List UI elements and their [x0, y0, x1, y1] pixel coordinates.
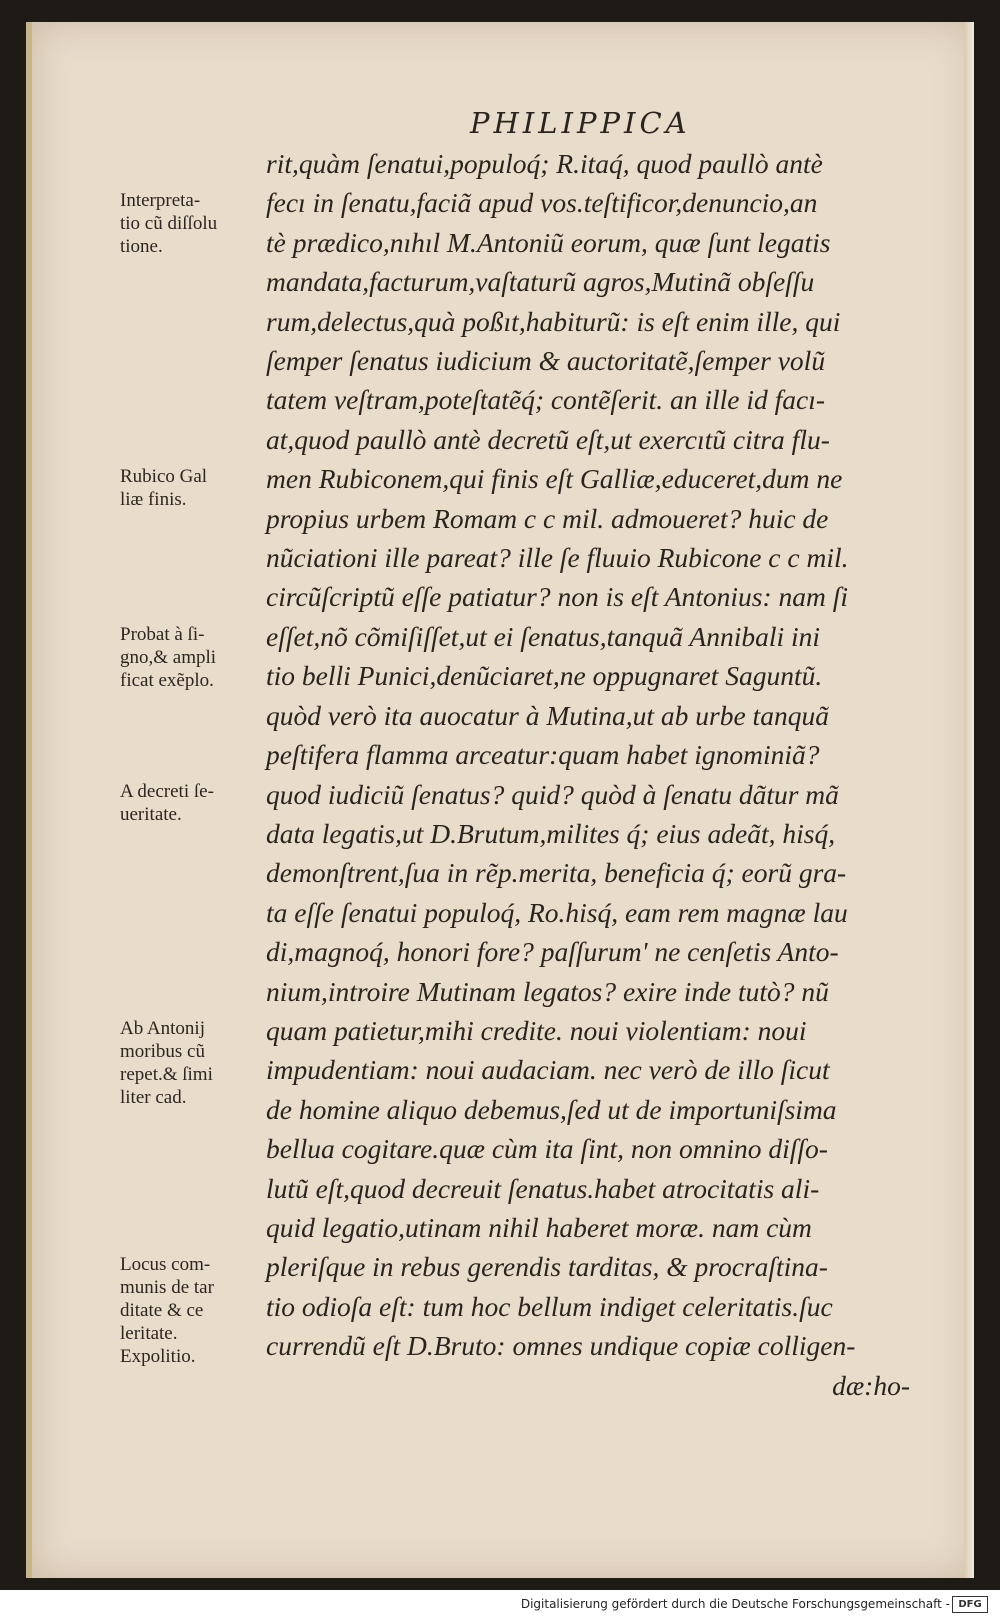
margin-note-line: Ab Antonij: [120, 1017, 205, 1039]
margin-note-line: Probat à ſi-: [120, 623, 205, 645]
margin-note-line: munis de tar: [120, 1277, 214, 1299]
text-line: peſtifera flamma arceatur:quam habet ignominiã?: [266, 739, 820, 771]
text-line: eſſet,nõ cõmiſiſſet,ut ei ſenatus,tanquã Annibali ini: [266, 620, 821, 652]
text-line: lutũ eſt,quod decreuit ſenatus.habet atrocitatis ali-: [266, 1172, 820, 1204]
margin-note-line: Locus com-: [120, 1254, 211, 1276]
text-line: currendũ eſt D.Bruto: omnes undique copiæ colligen-: [266, 1330, 856, 1362]
catchword: dæ:ho-: [832, 1369, 910, 1401]
margin-note: [120, 1253, 270, 1368]
text-line: nũciationi ille pareat? ille ſe fluuio Rubicone c c mil.: [266, 542, 849, 574]
text-line: propius urbem Romam c c mil. admoueret? huic de: [266, 502, 829, 534]
margin-note-line: A decreti ſe-: [120, 781, 214, 803]
running-head: PHILIPPICA: [470, 106, 691, 140]
book-page: [26, 22, 974, 1578]
text-line: demonſtrent,ſua in rẽp.merita, beneficia q́; eorũ gra-: [266, 857, 847, 889]
margin-note-line: gno,& ampli: [120, 646, 217, 668]
margin-note: [120, 1017, 270, 1109]
footer-bar: [0, 1590, 1000, 1619]
text-line: quam patietur,mihi credite. noui violentiam: noui: [266, 1014, 807, 1046]
text-line: de homine aliquo debemus,ſed ut de importuniſsima: [266, 1093, 837, 1125]
margin-note: [120, 189, 270, 258]
text-line: tè prædico,nıhıl M.Antoniũ eorum, quæ ſunt legatis: [266, 226, 831, 258]
text-line: tio belli Punici,denũciaret,ne oppugnaret Saguntũ.: [266, 660, 823, 692]
text-line: data legatis,ut D.Brutum,milites q́; eius adeãt, hisq́,: [266, 817, 836, 849]
margin-note-line: leritate.: [120, 1323, 178, 1345]
margin-note-line: liæ finis.: [120, 489, 187, 511]
margin-note-line: moribus cũ: [120, 1040, 205, 1062]
margin-note: [120, 780, 270, 826]
margin-note-line: Rubico Gal: [120, 466, 208, 488]
text-line: at,quod paullò antè decretũ eſt,ut exercıtũ citra flu-: [266, 423, 830, 455]
margin-note-line: ueritate.: [120, 804, 182, 826]
margin-note-line: repet.& ſimi: [120, 1063, 213, 1085]
margin-note-line: liter cad.: [120, 1086, 187, 1108]
margin-note: [120, 465, 270, 511]
margin-note-line: ditate & ce: [120, 1300, 204, 1322]
margin-note-line: Expolitio.: [120, 1346, 196, 1368]
text-line: tio odioſa eſt: tum hoc bellum indiget celeritatis.ſuc: [266, 1290, 833, 1322]
text-line: rum,delectus,quà poßıt,habiturũ: is eſt enim ille, qui: [266, 305, 841, 337]
text-line: quòd verò ita auocatur à Mutina,ut ab urbe tanquã: [266, 699, 829, 731]
text-line: tatem veſtram,poteſtatẽq́; contẽſerit. an ille id facı-: [266, 384, 826, 416]
text-line: bellua cogitare.quæ cùm ita ſint, non omnino diſſo-: [266, 1133, 828, 1165]
margin-note-line: ficat exẽplo.: [120, 669, 214, 691]
text-line: circũſcriptũ eſſe patiatur? non is eſt Antonius: nam ſi: [266, 581, 849, 613]
text-line: ſemper ſenatus iudicium & auctoritatẽ,ſemper volũ: [266, 345, 826, 377]
text-line: fecı in ſenatu,faciã apud vos.teſtificor,denuncio,an: [266, 187, 818, 219]
text-line: rit,quàm ſenatui,populoq́; R.itaq́, quod paullò antè: [266, 148, 823, 179]
margin-note-line: Interpreta-: [120, 190, 201, 212]
text-line: quid legatio,utinam nihil haberet moræ. nam cùm: [266, 1211, 812, 1243]
margin-note-line: tio cũ diſſolu: [120, 213, 218, 235]
text-line: ta eſſe ſenatui populoq́, Ro.hisq́, eam rem magnæ lau: [266, 896, 848, 928]
funding-credit: Digitalisierung gefördert durch die Deutsche Forschungsgemeinschaft -: [520, 1597, 950, 1611]
margin-note-line: tione.: [120, 236, 163, 258]
text-line: mandata,facturum,vaſtaturũ agros,Mutinã obſeſſu: [266, 266, 815, 298]
main-text-block: [266, 144, 966, 1405]
text-line: pleriſque in rebus gerendis tarditas, & procraſtina-: [266, 1251, 828, 1283]
text-line: quod iudiciũ ſenatus? quid? quòd à ſenatu dãtur mã: [266, 778, 839, 810]
text-line: men Rubiconem,qui finis eſt Galliæ,educeret,dum ne: [266, 463, 843, 495]
text-line: impudentiam: noui audaciam. nec verò de illo ſicut: [266, 1054, 830, 1086]
text-line: di,magnoq́, honori fore? paſſurum' ne cenſetis Anto-: [266, 936, 839, 968]
margin-note: [120, 623, 270, 692]
dfg-logo-text: DFG: [958, 1599, 982, 1610]
text-line: nium,introire Mutinam legatos? exire inde tutò? nũ: [266, 975, 829, 1007]
dfg-logo-icon: [952, 1596, 988, 1613]
